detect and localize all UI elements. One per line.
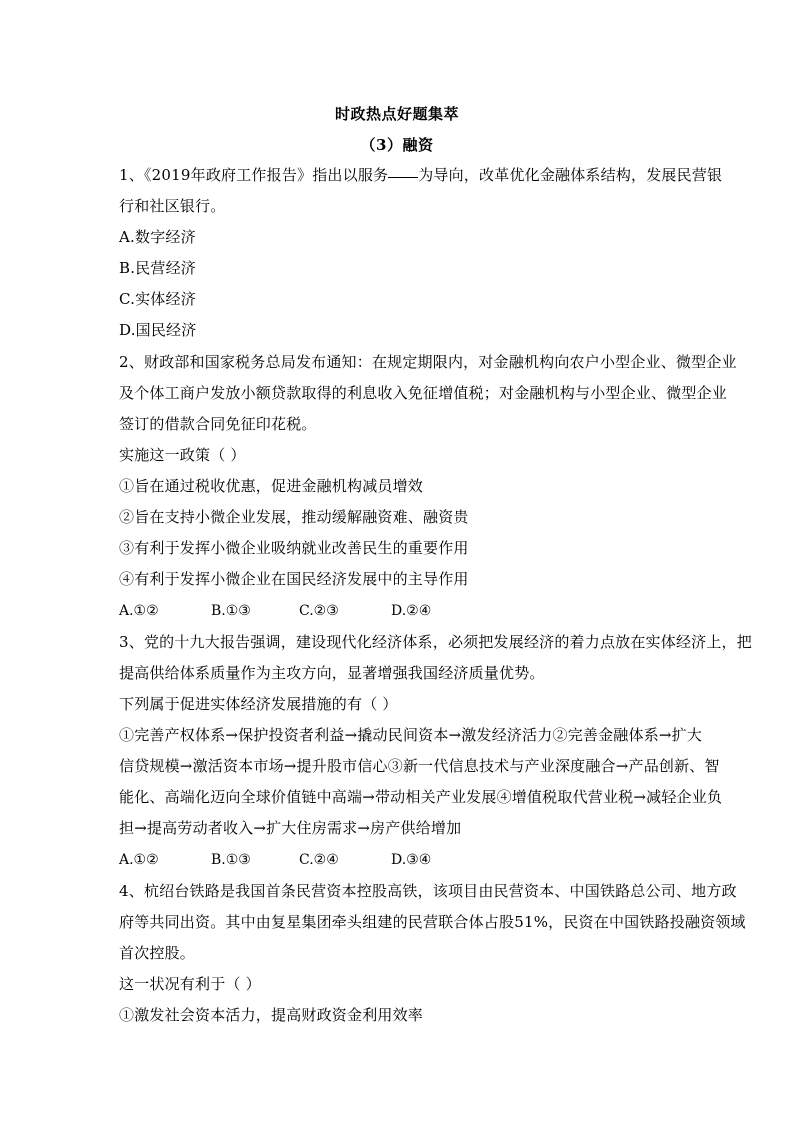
q1-text-part-b: 为导向，改革优化金融体系结构，发展民营银 <box>418 166 723 184</box>
q2-item-4: ④有利于发挥小微企业在国民经济发展中的主导作用 <box>119 570 469 588</box>
q4-stem: 这一状况有利于（ ） <box>119 975 261 993</box>
q1-option-b: B.民营经济 <box>119 259 196 277</box>
q3-text-line-2: 提高供给体系质量作为主攻方向，显著增强我国经济质量优势。 <box>119 664 545 682</box>
q1-option-a: A.数字经济 <box>119 228 196 246</box>
q2-choices <box>119 601 431 621</box>
document-title: 时政热点好题集萃 <box>334 105 459 123</box>
q3-choice-d: D.③④ <box>391 852 432 868</box>
q2-choice-d: D.②④ <box>391 603 432 619</box>
q3-choice-a: A.①② <box>119 852 159 868</box>
q1-blank <box>388 177 418 178</box>
q3-items-line-3: 能化、高端化迈向全球价值链中高端→带动相关产业发展④增值税取代营业税→减轻企业负 <box>119 788 723 806</box>
q2-text-line-2: 及个体工商户发放小额贷款取得的利息收入免征增值税；对金融机构与小型企业、微型企业 <box>119 384 728 402</box>
q3-items-line-4: 担→提高劳动者收入→扩大住房需求→房产供给增加 <box>119 819 462 837</box>
q2-item-1: ①旨在通过税收优惠，促进金融机构减员增效 <box>119 477 424 495</box>
q1-text-part-a: 1、《2019年政府工作报告》指出以服务 <box>119 166 389 184</box>
q1-text-line-1 <box>119 165 722 185</box>
q2-text-line-3: 签订的借款合同免征印花税。 <box>119 415 317 433</box>
q2-item-3: ③有利于发挥小微企业吸纳就业改善民生的重要作用 <box>119 539 469 557</box>
q2-choice-c: C.②③ <box>299 603 339 619</box>
q2-choice-a: A.①② <box>119 603 159 619</box>
q3-choice-b: B.①③ <box>211 852 251 868</box>
q1-option-c: C.实体经济 <box>119 290 196 308</box>
q1-text-line-2: 行和社区银行。 <box>119 197 226 215</box>
q2-choice-b: B.①③ <box>211 603 251 619</box>
document-subtitle: （3）融资 <box>360 136 434 154</box>
q4-text-line-3: 首次控股。 <box>119 944 196 962</box>
q3-stem: 下列属于促进实体经济发展措施的有（ ） <box>119 695 398 713</box>
q3-choice-c: C.②④ <box>299 852 339 868</box>
q4-item-1: ①激发社会资本活力，提高财政资金利用效率 <box>119 1006 424 1024</box>
q3-items-line-1: ①完善产权体系→保护投资者利益→撬动民间资本→激发经济活力②完善金融体系→扩大 <box>119 726 703 744</box>
q4-text-line-1: 4、杭绍台铁路是我国首条民营资本控股高铁，该项目由民营资本、中国铁路总公司、地方政 <box>119 882 737 900</box>
q4-text-line-2: 府等共同出资。其中由复星集团牵头组建的民营联合体占股51%，民资在中国铁路投融资领域 <box>119 913 746 931</box>
q2-stem: 实施这一政策（ ） <box>119 446 246 464</box>
q3-items-line-2: 信贷规模→激活资本市场→提升股市信心③新一代信息技术与产业深度融合→产品创新、智 <box>119 757 720 775</box>
q3-text-line-1: 3、党的十九大报告强调，建设现代化经济体系，必须把发展经济的着力点放在实体经济上，把 <box>119 633 752 651</box>
q2-text-line-1: 2、财政部和国家税务总局发布通知：在规定期限内，对金融机构向农户小型企业、微型企业 <box>119 353 737 371</box>
q2-item-2: ②旨在支持小微企业发展，推动缓解融资难、融资贵 <box>119 508 469 526</box>
q3-choices <box>119 850 431 870</box>
q1-option-d: D.国民经济 <box>119 321 197 339</box>
